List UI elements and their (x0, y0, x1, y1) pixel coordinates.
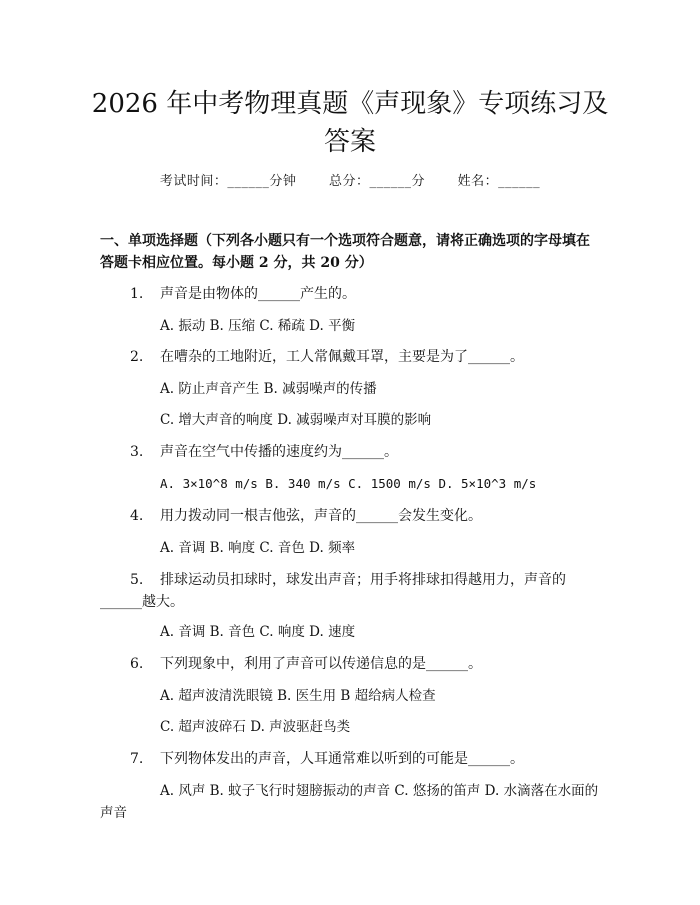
page-title: 2026 年中考物理真题《声现象》专项练习及答案 (91, 89, 609, 157)
question-6-options-line-2: C. 超声波碎石 D. 声波驱赶鸟类 (160, 719, 351, 735)
question-1 (100, 283, 600, 305)
question-6-options-line-1: A. 超声波清洗眼镜 B. 医生用 B 超给病人检查 (160, 688, 436, 704)
question-3-options: A. 3×10^8 m/s B. 340 m/s C. 1500 m/s D. 5×10^3 m/s (160, 476, 537, 491)
question-text: 排球运动员扣球时，球发出声音；用手将排球扣得越用力，声音的______越大。 (100, 572, 566, 610)
question-number: 7. (130, 751, 144, 767)
exam-score: 总分：______分 (328, 174, 425, 189)
question-text: 下列现象中，利用了声音可以传递信息的是______。 (160, 656, 482, 672)
question-number: 4. (130, 508, 144, 524)
section-heading: 一、单项选择题（下列各小题只有一个选项符合题意，请将正确选项的字母填在答题卡相应位置。每小题 2 分，共 20 分） (100, 233, 590, 271)
exam-meta (0, 170, 700, 189)
exam-time: 考试时间：______分钟 (159, 174, 297, 189)
question-5-options: A. 音调 B. 音色 C. 响度 D. 速度 (160, 624, 356, 640)
question-4 (100, 505, 600, 527)
question-7-options: A. 风声 B. 蚊子飞行时翅膀振动的声音 C. 悠扬的笛声 D. 水滴落在水面的声音 (100, 783, 599, 821)
question-5 (100, 569, 600, 613)
question-2-options-line-1: A. 防止声音产生 B. 减弱噪声的传播 (160, 381, 377, 397)
question-number: 6. (130, 656, 144, 672)
question-text: 声音是由物体的______产生的。 (160, 286, 356, 302)
question-2-options-line-2: C. 增大声音的响度 D. 减弱噪声对耳膜的影响 (160, 412, 432, 428)
question-text: 声音在空气中传播的速度约为______。 (160, 444, 398, 460)
question-number: 3. (130, 444, 144, 460)
question-1-options: A. 振动 B. 压缩 C. 稀疏 D. 平衡 (160, 318, 356, 334)
question-number: 1. (130, 286, 144, 302)
question-3 (100, 441, 600, 463)
question-number: 5. (130, 572, 144, 588)
question-text: 在嘈杂的工地附近，工人常佩戴耳罩，主要是为了______。 (160, 349, 524, 365)
question-7 (100, 748, 600, 770)
exam-name: 姓名：______ (457, 174, 541, 189)
question-2 (100, 346, 600, 368)
question-number: 2. (130, 349, 144, 365)
question-text: 用力拨动同一根吉他弦，声音的______会发生变化。 (160, 508, 482, 524)
question-4-options: A. 音调 B. 响度 C. 音色 D. 频率 (160, 540, 356, 556)
question-text: 下列物体发出的声音，人耳通常难以听到的可能是______。 (160, 751, 524, 767)
question-6 (100, 653, 600, 675)
